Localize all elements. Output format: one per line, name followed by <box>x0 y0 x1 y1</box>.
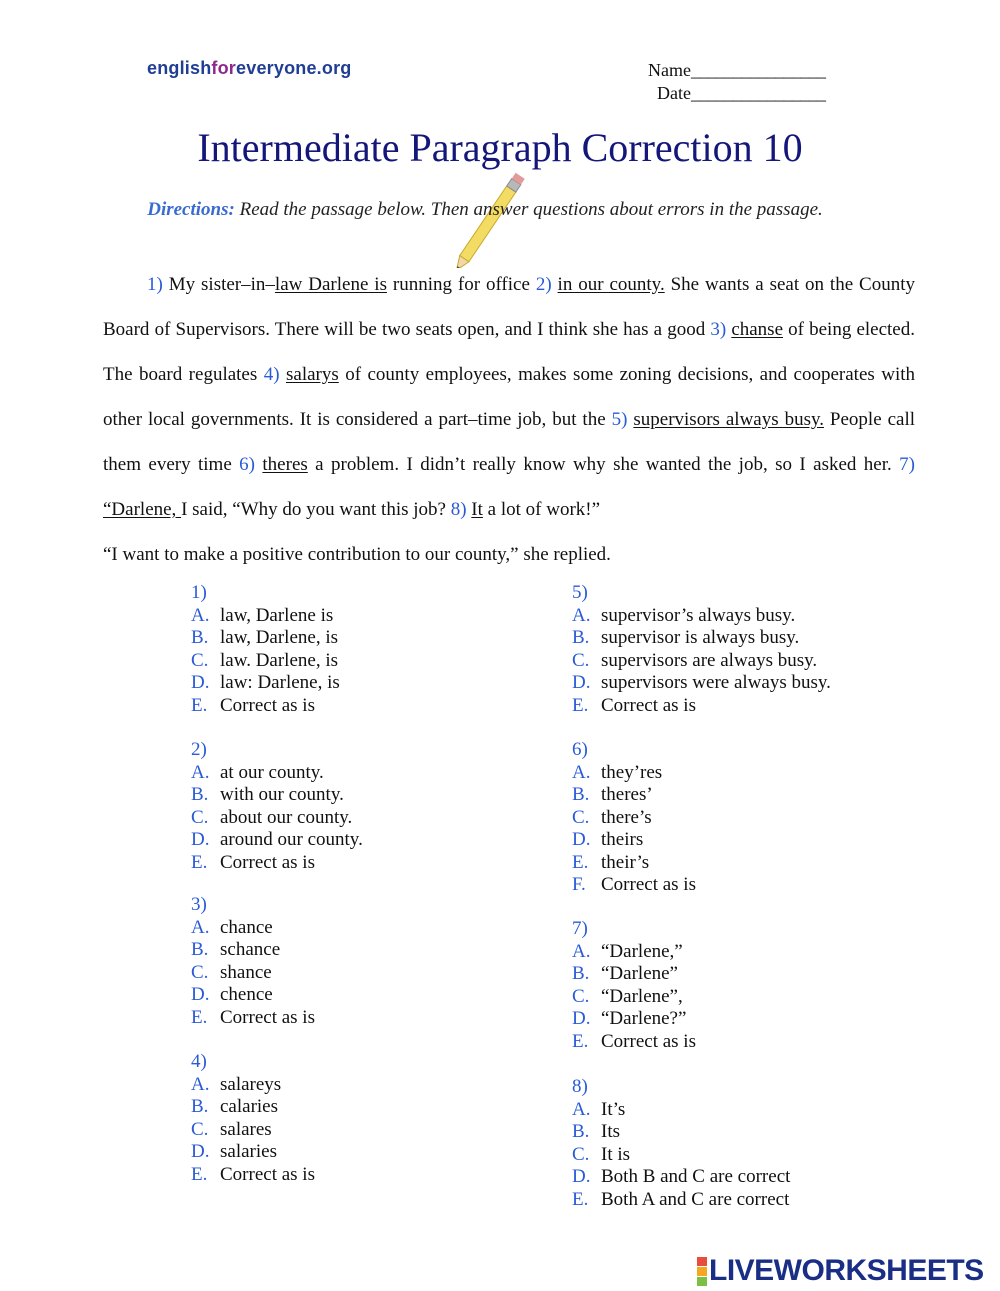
marker-2: 2) <box>535 274 552 295</box>
question-2 <box>191 739 363 874</box>
marker-5: 5) <box>611 409 628 430</box>
option-text: there’s <box>601 806 652 828</box>
option-letter: C. <box>191 961 209 983</box>
question-number: 8) <box>572 1076 588 1097</box>
option-text: schance <box>220 939 281 960</box>
option-text: Correct as is <box>601 874 696 895</box>
option-text: salaries <box>220 1141 277 1162</box>
answer-option[interactable] <box>572 762 696 785</box>
error-8: It <box>471 499 483 520</box>
option-text: “Darlene,” <box>601 940 683 962</box>
option-letter: B. <box>572 963 590 984</box>
option-letter: B. <box>191 1096 209 1117</box>
logo-block <box>697 1277 707 1286</box>
question-number: 4) <box>191 1051 207 1072</box>
marker-8: 8) <box>450 499 467 520</box>
option-letter: D. <box>191 672 210 693</box>
marker-7: 7) <box>899 454 915 475</box>
name-field[interactable] <box>648 59 825 82</box>
date-field[interactable] <box>648 82 825 105</box>
option-letter: A. <box>191 604 210 626</box>
option-text: Both A and C are correct <box>601 1188 790 1210</box>
option-text: at our county. <box>220 761 324 783</box>
error-7: “Darlene, <box>103 499 182 520</box>
option-letter: C. <box>572 649 590 671</box>
option-text: It is <box>601 1143 631 1165</box>
option-text: around our county. <box>220 829 363 850</box>
question-number: 3) <box>191 894 207 915</box>
answer-option[interactable] <box>191 695 340 718</box>
option-letter: E. <box>572 1188 589 1210</box>
answer-option[interactable] <box>191 784 363 807</box>
question-number: 1) <box>191 582 207 603</box>
marker-3: 3) <box>710 319 727 340</box>
error-2: in our county. <box>557 274 665 295</box>
passage-body <box>103 262 915 532</box>
error-4: salarys <box>286 364 339 385</box>
answer-option[interactable] <box>191 1074 315 1097</box>
name-label: Name <box>648 60 691 80</box>
option-letter: C. <box>191 806 209 828</box>
option-text: Both B and C are correct <box>601 1166 791 1187</box>
passage-text: a lot of work!” <box>482 499 601 520</box>
option-text: supervisors are always busy. <box>601 649 818 671</box>
answer-option[interactable] <box>191 939 315 962</box>
option-text: Correct as is <box>601 694 696 716</box>
answer-option[interactable] <box>572 672 831 695</box>
option-text: “Darlene” <box>601 963 678 984</box>
answer-option[interactable] <box>191 1141 315 1164</box>
option-letter: A. <box>572 604 591 626</box>
passage <box>103 262 915 577</box>
option-text: law: Darlene, is <box>220 672 340 693</box>
answer-option[interactable] <box>572 963 696 986</box>
option-letter: E. <box>191 1163 208 1185</box>
answer-option[interactable] <box>191 829 363 852</box>
answer-option[interactable] <box>572 852 696 875</box>
option-letter: F. <box>572 874 586 895</box>
answer-option[interactable] <box>191 1096 315 1119</box>
option-letter: E. <box>191 1006 208 1028</box>
option-letter: D. <box>572 1008 591 1029</box>
option-text: law, Darlene, is <box>220 627 338 648</box>
passage-text: a problem. I didn’t really know why she wanted the job, so I asked her. <box>307 454 900 475</box>
question-7 <box>572 918 696 1053</box>
question-number: 6) <box>572 739 588 760</box>
question-6 <box>572 739 696 897</box>
question-number: 5) <box>572 582 588 603</box>
directions-label: Directions: <box>147 199 235 220</box>
liveworksheets-logo[interactable] <box>697 1256 984 1286</box>
passage-text: running for office <box>386 274 536 295</box>
answer-option[interactable] <box>191 605 340 628</box>
option-text: theres’ <box>601 784 653 805</box>
option-letter: C. <box>191 1118 209 1140</box>
answer-option[interactable] <box>572 1166 790 1189</box>
date-label: Date <box>657 83 691 103</box>
liveworksheets-brand: LIVEWORKSHEETS <box>709 1254 984 1287</box>
option-text: law. Darlene, is <box>220 649 338 671</box>
answer-option[interactable] <box>191 1164 315 1187</box>
answer-option[interactable] <box>191 1007 315 1030</box>
logo-block <box>697 1257 707 1266</box>
answer-option[interactable] <box>572 784 696 807</box>
answer-option[interactable] <box>572 1008 696 1031</box>
question-4 <box>191 1051 315 1186</box>
answer-option[interactable] <box>572 1031 696 1054</box>
option-text: about our county. <box>220 806 353 828</box>
option-letter: C. <box>572 1143 590 1165</box>
option-letter: C. <box>572 985 590 1007</box>
option-text: calaries <box>220 1096 279 1117</box>
passage-text: of being elected. The board regulates <box>103 319 915 385</box>
option-letter: B. <box>572 1121 590 1142</box>
option-letter: B. <box>191 784 209 805</box>
passage-text: My sister–in– <box>162 274 275 295</box>
answer-option[interactable] <box>191 672 340 695</box>
option-text: Its <box>601 1121 620 1142</box>
logo-part-english: english <box>147 58 212 78</box>
option-letter: D. <box>572 672 591 693</box>
option-text: shance <box>220 961 272 983</box>
directions-text: Read the passage below. Then answer questions about errors in the passage. <box>239 199 823 220</box>
answer-option[interactable] <box>572 807 696 830</box>
answer-option[interactable] <box>572 650 831 673</box>
answer-option[interactable] <box>191 762 363 785</box>
option-letter: B. <box>572 627 590 648</box>
passage-text: People call them every time <box>103 409 916 475</box>
liveworksheets-logo-icon <box>697 1257 707 1286</box>
option-text: “Darlene”, <box>601 985 683 1007</box>
option-letter: C. <box>191 649 209 671</box>
answer-option[interactable] <box>572 605 831 628</box>
option-letter: A. <box>572 940 591 962</box>
answer-option[interactable] <box>191 807 363 830</box>
option-text: It’s <box>601 1098 626 1120</box>
answer-option[interactable] <box>191 917 315 940</box>
question-number: 7) <box>572 918 588 939</box>
option-text: Correct as is <box>220 1163 315 1185</box>
logo-part-for: for <box>211 58 237 78</box>
option-letter: D. <box>572 829 591 850</box>
error-5: supervisors always busy. <box>633 409 824 430</box>
answer-option[interactable] <box>572 1144 790 1167</box>
option-text: supervisor’s always busy. <box>601 604 796 626</box>
option-letter: A. <box>572 761 591 783</box>
option-letter: E. <box>572 851 589 873</box>
option-text: “Darlene?” <box>601 1008 687 1029</box>
option-text: their’s <box>601 851 650 873</box>
option-text: salares <box>220 1118 272 1140</box>
option-letter: D. <box>191 1141 210 1162</box>
marker-6: 6) <box>239 454 255 475</box>
passage-text: She wants a seat on the County Board of Supervisors. There will be two seats open, and I think she has a good <box>103 274 916 340</box>
name-line[interactable]: ________________ <box>690 60 826 80</box>
option-letter: D. <box>191 829 210 850</box>
option-letter: B. <box>572 784 590 805</box>
error-6: theres <box>262 454 308 475</box>
option-letter: B. <box>191 939 209 960</box>
answer-option[interactable] <box>191 627 340 650</box>
option-letter: A. <box>191 1073 210 1095</box>
option-text: supervisor is always busy. <box>601 627 800 648</box>
option-letter: E. <box>191 851 208 873</box>
passage-last-line: “I want to make a positive contribution to our county,” she replied. <box>103 544 611 565</box>
option-text: with our county. <box>220 784 344 805</box>
option-letter: E. <box>572 1030 589 1052</box>
option-text: Correct as is <box>220 1006 315 1028</box>
error-1: law Darlene is <box>274 274 387 295</box>
answer-option[interactable] <box>191 650 340 673</box>
answer-option[interactable] <box>572 941 696 964</box>
answer-option[interactable] <box>572 1189 790 1212</box>
option-text: chence <box>220 984 273 1005</box>
question-1 <box>191 582 340 717</box>
answer-option[interactable] <box>572 829 696 852</box>
option-letter: B. <box>191 627 209 648</box>
answer-option[interactable] <box>572 627 831 650</box>
question-3 <box>191 894 315 1029</box>
answer-option[interactable] <box>572 1121 790 1144</box>
date-line[interactable]: ________________ <box>690 83 826 103</box>
option-letter: E. <box>572 694 589 716</box>
answer-option[interactable] <box>572 1099 790 1122</box>
answer-option[interactable] <box>191 852 363 875</box>
answer-option[interactable] <box>191 1119 315 1142</box>
option-letter: E. <box>191 694 208 716</box>
option-text: Correct as is <box>601 1030 696 1052</box>
answer-option[interactable] <box>572 874 696 897</box>
option-text: they’res <box>601 761 663 783</box>
option-letter: C. <box>572 806 590 828</box>
option-text: salareys <box>220 1073 282 1095</box>
marker-1: 1) <box>147 274 163 295</box>
option-letter: A. <box>572 1098 591 1120</box>
name-date-block <box>648 59 825 105</box>
option-text: Correct as is <box>220 851 315 873</box>
option-text: law, Darlene is <box>220 604 334 626</box>
answer-option[interactable] <box>572 986 696 1009</box>
answer-option[interactable] <box>191 984 315 1007</box>
option-text: chance <box>220 916 273 938</box>
error-3: chanse <box>731 319 784 340</box>
directions <box>0 199 970 221</box>
option-text: theirs <box>601 829 644 850</box>
logo-block <box>697 1267 707 1276</box>
question-8 <box>572 1076 790 1211</box>
marker-4: 4) <box>263 364 280 385</box>
option-text: supervisors were always busy. <box>601 672 831 693</box>
answer-option[interactable] <box>572 695 831 718</box>
site-logo <box>147 58 351 79</box>
answer-option[interactable] <box>191 962 315 985</box>
page-title: Intermediate Paragraph Correction 10 <box>197 125 803 170</box>
passage-text: I said, “Why do you want this job? <box>181 499 451 520</box>
option-letter: A. <box>191 761 210 783</box>
option-letter: D. <box>191 984 210 1005</box>
option-text: Correct as is <box>220 694 315 716</box>
passage-text: of county employees, makes some zoning decisions, and cooperates with other local governments. It is considered a part–time job, but the <box>103 364 915 430</box>
option-letter: A. <box>191 916 210 938</box>
logo-part-everyone: everyone.org <box>236 58 352 78</box>
option-letter: D. <box>572 1166 591 1187</box>
question-5 <box>572 582 831 717</box>
question-number: 2) <box>191 739 207 760</box>
